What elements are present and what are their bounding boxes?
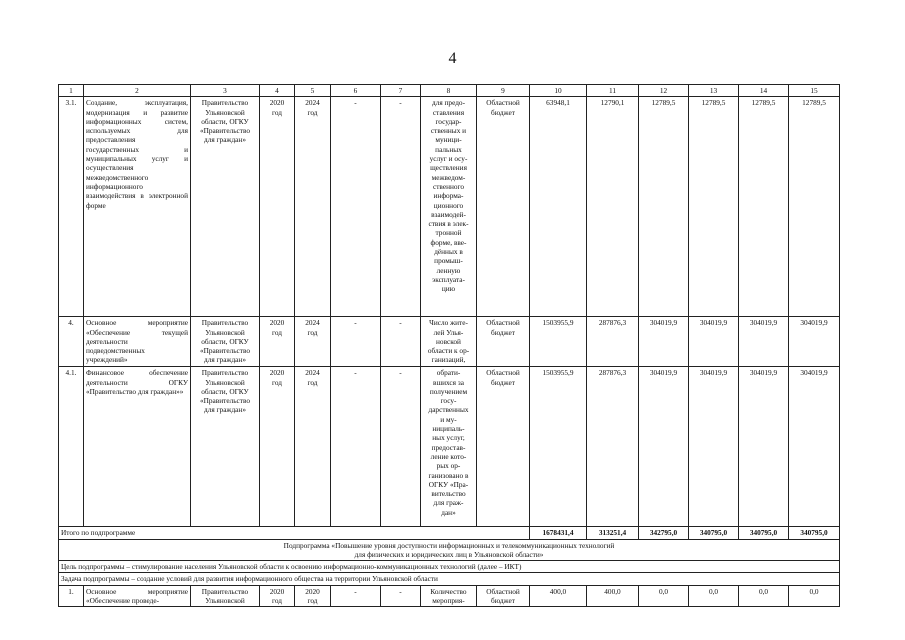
table-row: [59, 367, 840, 527]
col7-value: -: [381, 97, 421, 317]
task-row: [59, 573, 840, 585]
row-number: 1.: [59, 585, 84, 607]
start-year: 2020 год: [260, 97, 295, 317]
year-value: 12790,1: [587, 97, 639, 317]
col7-value: -: [381, 317, 421, 367]
activity-name: Основное мероприятие «Обеспечение проведе-: [84, 585, 191, 607]
column-number: 1: [59, 85, 84, 97]
year-value: 12789,5: [789, 97, 840, 317]
row-number: 3.1.: [59, 97, 84, 317]
total-value: 1503955,9: [530, 317, 587, 367]
start-year: 2020 год: [260, 367, 295, 527]
funding-source: Областной бюджет: [477, 585, 530, 607]
column-number: 5: [295, 85, 331, 97]
year-value: 12789,5: [639, 97, 689, 317]
year-total: 340795,0: [689, 527, 739, 539]
year-value: 0,0: [789, 585, 840, 607]
column-number: 13: [689, 85, 739, 97]
total-value: 1503955,9: [530, 367, 587, 527]
year-value: 304019,9: [639, 367, 689, 527]
year-value: 304019,9: [689, 317, 739, 367]
indicator: для предо- ставления государ- ственных и муници- пальных услуг и осу- ществления межведом- ственного информа- ционного взаимодей- ствия в элек- тронной форме, вве- дённых в промыш- ленную эксплуата- цию: [421, 97, 477, 317]
indicator: Число жите- лей Улья- новской области к ор- ганизаций,: [421, 317, 477, 367]
end-year: 2024 год: [295, 367, 331, 527]
subprogram-title: Подпрограмма «Повышение уровня доступности информационных и телекоммуникационных технологий для физических и юридических лиц в Ульяновской области»: [59, 539, 840, 561]
col7-value: -: [381, 585, 421, 607]
activity-name: Основное мероприятие «Обеспечение текущей деятельности подведомственных учреждений»: [84, 317, 191, 367]
row-number: 4.1.: [59, 367, 84, 527]
col6-value: -: [331, 367, 381, 527]
funding-source: Областной бюджет: [477, 367, 530, 527]
subprogram-task: Задача подпрограммы – создание условий для развития информационного общества на территории Ульяновской области: [59, 573, 840, 585]
subprogram-title-row: [59, 539, 840, 561]
indicator: обрати- вшихся за получением госу- дарственных и му- ниципаль- ных услуг, предостав- ление кото- рых ор- ганизовано в ОГКУ «Пра- вительство для граж- дан»: [421, 367, 477, 527]
column-number: 10: [530, 85, 587, 97]
year-total: 342795,0: [639, 527, 689, 539]
year-value: 304019,9: [739, 317, 789, 367]
executor: Правительство Ульяновской области, ОГКУ «Правительство для граждан»: [191, 317, 260, 367]
column-number-row: [59, 85, 840, 97]
year-value: 304019,9: [639, 317, 689, 367]
column-number: 2: [84, 85, 191, 97]
column-number: 9: [477, 85, 530, 97]
column-number: 3: [191, 85, 260, 97]
end-year: 2024 год: [295, 97, 331, 317]
column-number: 15: [789, 85, 840, 97]
year-value: 287876,3: [587, 317, 639, 367]
page-number: 4: [448, 50, 457, 67]
total-label: Итого по подпрограмме: [59, 527, 530, 539]
year-total: 340795,0: [739, 527, 789, 539]
year-total: 340795,0: [789, 527, 840, 539]
year-value: 304019,9: [739, 367, 789, 527]
column-number: 7: [381, 85, 421, 97]
year-value: 0,0: [689, 585, 739, 607]
total-value: 1678431,4: [530, 527, 587, 539]
total-value: 63948,1: [530, 97, 587, 317]
year-value: 400,0: [587, 585, 639, 607]
year-value: 304019,9: [789, 367, 840, 527]
year-value: 304019,9: [689, 367, 739, 527]
row-number: 4.: [59, 317, 84, 367]
start-year: 2020 год: [260, 585, 295, 607]
column-number: 8: [421, 85, 477, 97]
col6-value: -: [331, 317, 381, 367]
year-value: 287876,3: [587, 367, 639, 527]
activity-name: Создание, эксплуатация, модернизация и развитие информационных систем, используемых для предоставления государственных и муниципальных услуг и осуществления межведомственного информационного взаимодействия в электронной форме: [84, 97, 191, 317]
end-year: 2020 год: [295, 585, 331, 607]
col6-value: -: [331, 97, 381, 317]
col7-value: -: [381, 367, 421, 527]
table-row: [59, 97, 840, 317]
activity-name: Финансовое обеспечение деятельности ОГКУ «Правительство для граждан»»: [84, 367, 191, 527]
executor: Правительство Ульяновской: [191, 585, 260, 607]
funding-source: Областной бюджет: [477, 97, 530, 317]
col6-value: -: [331, 585, 381, 607]
column-number: 14: [739, 85, 789, 97]
year-value: 0,0: [739, 585, 789, 607]
year-value: 304019,9: [789, 317, 840, 367]
budget-table: [58, 84, 840, 607]
column-number: 12: [639, 85, 689, 97]
column-number: 6: [331, 85, 381, 97]
goal-row: [59, 561, 840, 573]
start-year: 2020 год: [260, 317, 295, 367]
year-value: 0,0: [639, 585, 689, 607]
table-row: [59, 585, 840, 607]
column-number: 4: [260, 85, 295, 97]
year-value: 12789,5: [689, 97, 739, 317]
subprogram-goal: Цель подпрограммы – стимулирование населения Ульяновской области к освоению информационно-коммуникационных технологий (далее – ИКТ): [59, 561, 840, 573]
end-year: 2024 год: [295, 317, 331, 367]
year-value: 12789,5: [739, 97, 789, 317]
column-number: 11: [587, 85, 639, 97]
year-total: 313251,4: [587, 527, 639, 539]
funding-source: Областной бюджет: [477, 317, 530, 367]
total-row: [59, 527, 840, 539]
executor: Правительство Ульяновской области, ОГКУ «Правительство для граждан»: [191, 97, 260, 317]
table-row: [59, 317, 840, 367]
total-value: 400,0: [530, 585, 587, 607]
executor: Правительство Ульяновской области, ОГКУ «Правительство для граждан»: [191, 367, 260, 527]
indicator: Количество мероприя-: [421, 585, 477, 607]
